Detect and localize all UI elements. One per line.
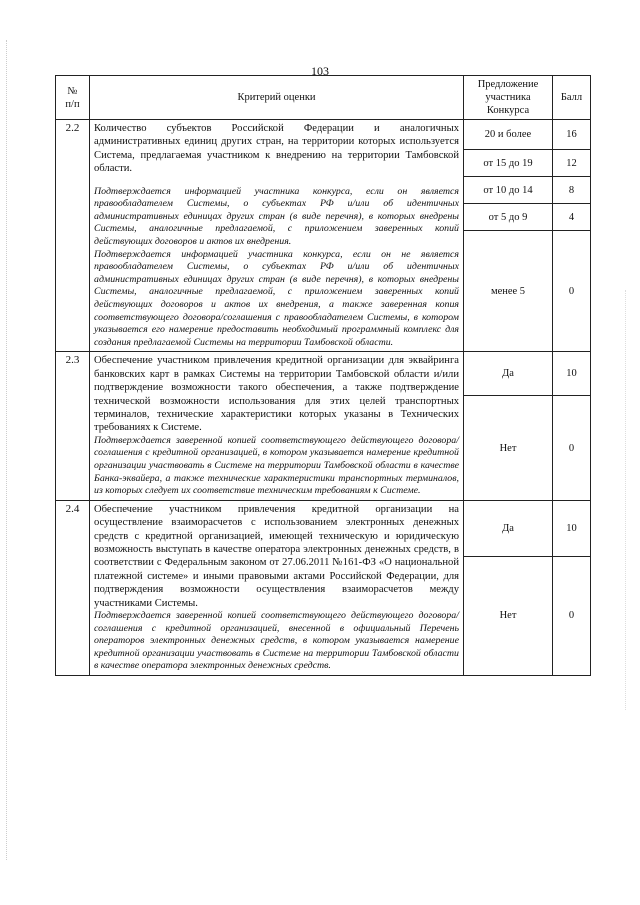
score-cell: 16 bbox=[553, 120, 591, 150]
criterion-cell bbox=[90, 120, 464, 352]
row-number: 2.2 bbox=[56, 120, 90, 352]
criteria-table bbox=[55, 75, 591, 676]
criterion-note: Подтверждается информацией участника конкурса, если он не является правообладателем Системы, о субъектах РФ и/или об идентичных административных единицах других стран (в виде перечня), в которых внедрены Системы, аналогичные предлагаемой, с приложением заверенных копий действующих договоров и актов их внедрения, а также заверенная копия соответствующего договора/соглашения с правообладателем Системы, в котором указывается его намерение предоставить необходимый программный комплекс для создания предлагаемой Системы на территории Тамбовской области. bbox=[94, 248, 459, 348]
offer-cell: 20 и более bbox=[464, 120, 553, 150]
table-row bbox=[56, 500, 591, 556]
offer-cell: Нет bbox=[464, 396, 553, 500]
score-cell: 0 bbox=[553, 231, 591, 352]
offer-cell: менее 5 bbox=[464, 231, 553, 352]
score-cell: 0 bbox=[553, 396, 591, 500]
score-cell: 10 bbox=[553, 500, 591, 556]
offer-cell: Да bbox=[464, 352, 553, 396]
score-cell: 8 bbox=[553, 177, 591, 204]
criterion-cell bbox=[90, 352, 464, 500]
scan-margin-mark bbox=[6, 40, 8, 860]
criterion-note: Подтверждается информацией участника конкурса, если он является правообладателем Системы, о субъектах РФ и/или об идентичных административных единицах других стран (в виде перечня), в которых внедрены Системы, аналогичные предлагаемой, с приложением заверенных копий действующих договоров и актов их внедрения. bbox=[94, 185, 459, 247]
criterion-note: Подтверждается заверенной копией соответствующего действующего договора/соглашения с кредитной организацией, внесенной в официальный Перечень операторов электронных денежных средств, в котором указывается намерение кредитной организации участвовать в Системе на территории Тамбовской области в качестве оператора электронных денежных средств. bbox=[94, 610, 459, 672]
offer-cell: от 10 до 14 bbox=[464, 177, 553, 204]
criterion-text: Обеспечение участником привлечения кредитной организации для эквайринга банковских карт в рамках Системы на территории Тамбовской области и/или подтверждение возможности такого обеспечения, а также подтверждение технической возможности использования для этих целей транспортных терминалов, технические характеристики которых указаны в Технических требованиях к Системе. bbox=[94, 355, 459, 434]
offer-cell: Да bbox=[464, 500, 553, 556]
table-row bbox=[56, 352, 591, 396]
scan-margin-mark bbox=[625, 290, 627, 710]
table-header-row bbox=[56, 76, 591, 120]
header-offer: Предложение участника Конкурса bbox=[464, 76, 553, 120]
offer-cell: от 5 до 9 bbox=[464, 204, 553, 231]
criterion-text: Обеспечение участником привлечения кредитной организации на осуществление взаиморасчетов с использованием электронных денежных средств с кредитной организацией, имеющей техническую и юридическую возможность выступать в качестве оператора электронных денежных средств, в соответствии с Федеральным законом от 27.06.2011 №161-ФЗ «О национальной платежной системе» и иными правовыми актами Российской Федерации, для подтверждения возможности осуществления взаиморасчетов между участниками Системы. bbox=[94, 503, 459, 609]
header-score: Балл bbox=[553, 76, 591, 120]
criterion-text: Количество субъектов Российской Федерации и аналогичных административных единиц других стран, на территории которых используется Система, предлагаемая участником к внедрению на территории Тамбовской области. bbox=[94, 123, 459, 175]
score-cell: 12 bbox=[553, 150, 591, 177]
offer-cell: от 15 до 19 bbox=[464, 150, 553, 177]
page-number: 103 bbox=[311, 64, 329, 78]
offer-cell: Нет bbox=[464, 556, 553, 675]
header-criterion: Критерий оценки bbox=[90, 76, 464, 120]
score-cell: 4 bbox=[553, 204, 591, 231]
table-row bbox=[56, 120, 591, 150]
criterion-note: Подтверждается заверенной копией соответствующего действующего договора/соглашения с кредитной организацией, в котором указывается намерение кредитной организации участвовать в Системе на территории Тамбовской области в качестве Банка-эквайера, а также технические характеристики транспортных терминалов, из которых следует их соответствие техническим требованиям к Системе. bbox=[94, 434, 459, 497]
criterion-cell bbox=[90, 500, 464, 675]
row-number: 2.3 bbox=[56, 352, 90, 500]
score-cell: 0 bbox=[553, 556, 591, 675]
header-num: № п/п bbox=[56, 76, 90, 120]
row-number: 2.4 bbox=[56, 500, 90, 675]
score-cell: 10 bbox=[553, 352, 591, 396]
